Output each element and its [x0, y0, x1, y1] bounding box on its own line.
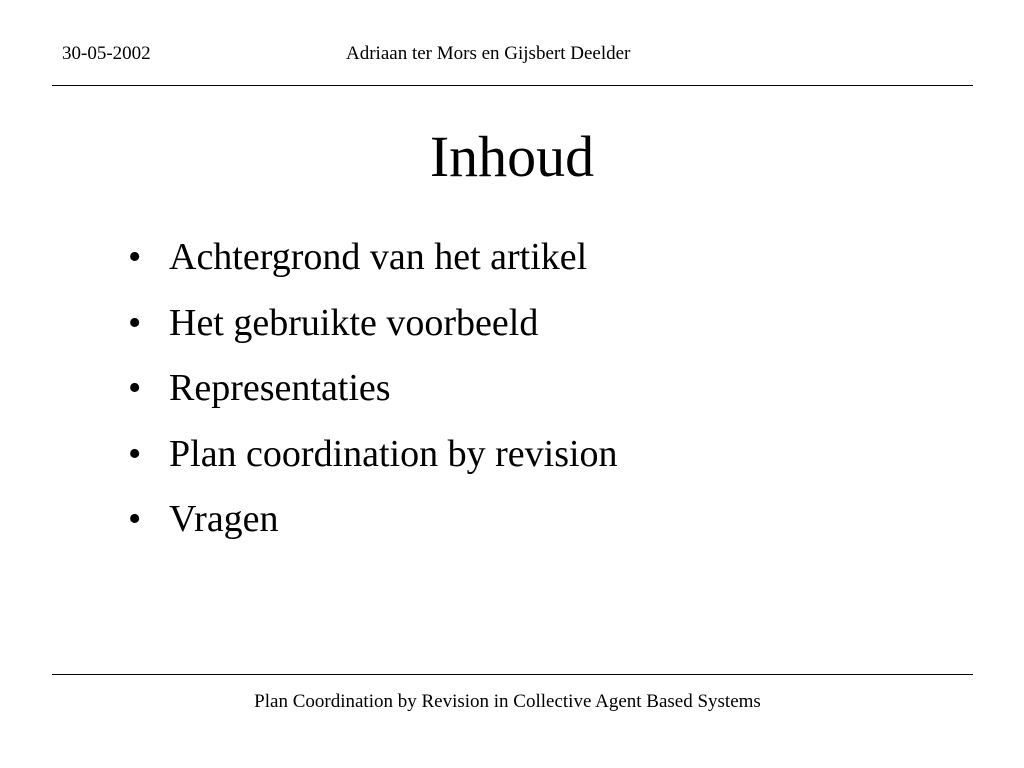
- bullet-icon: •: [128, 236, 142, 278]
- bullet-text: Het gebruikte voorbeeld: [169, 301, 539, 344]
- bullet-icon: •: [128, 498, 142, 540]
- header-divider: [52, 85, 973, 86]
- header-date: 30-05-2002: [62, 43, 151, 64]
- bullet-text: Plan coordination by revision: [169, 432, 618, 475]
- bullet-icon: •: [128, 432, 142, 475]
- footer-divider: [52, 674, 973, 675]
- footer-text: Plan Coordination by Revision in Collective Agent Based Systems: [254, 691, 761, 712]
- header-authors: Adriaan ter Mors en Gijsbert Deelder: [346, 43, 631, 64]
- bullet-text: Vragen: [169, 498, 279, 540]
- bullet-text: Representaties: [169, 367, 391, 409]
- bullet-icon: •: [128, 301, 142, 344]
- slide-title: Inhoud: [429, 124, 595, 189]
- bullet-icon: •: [128, 367, 142, 409]
- bullet-text: Achtergrond van het artikel: [169, 236, 588, 278]
